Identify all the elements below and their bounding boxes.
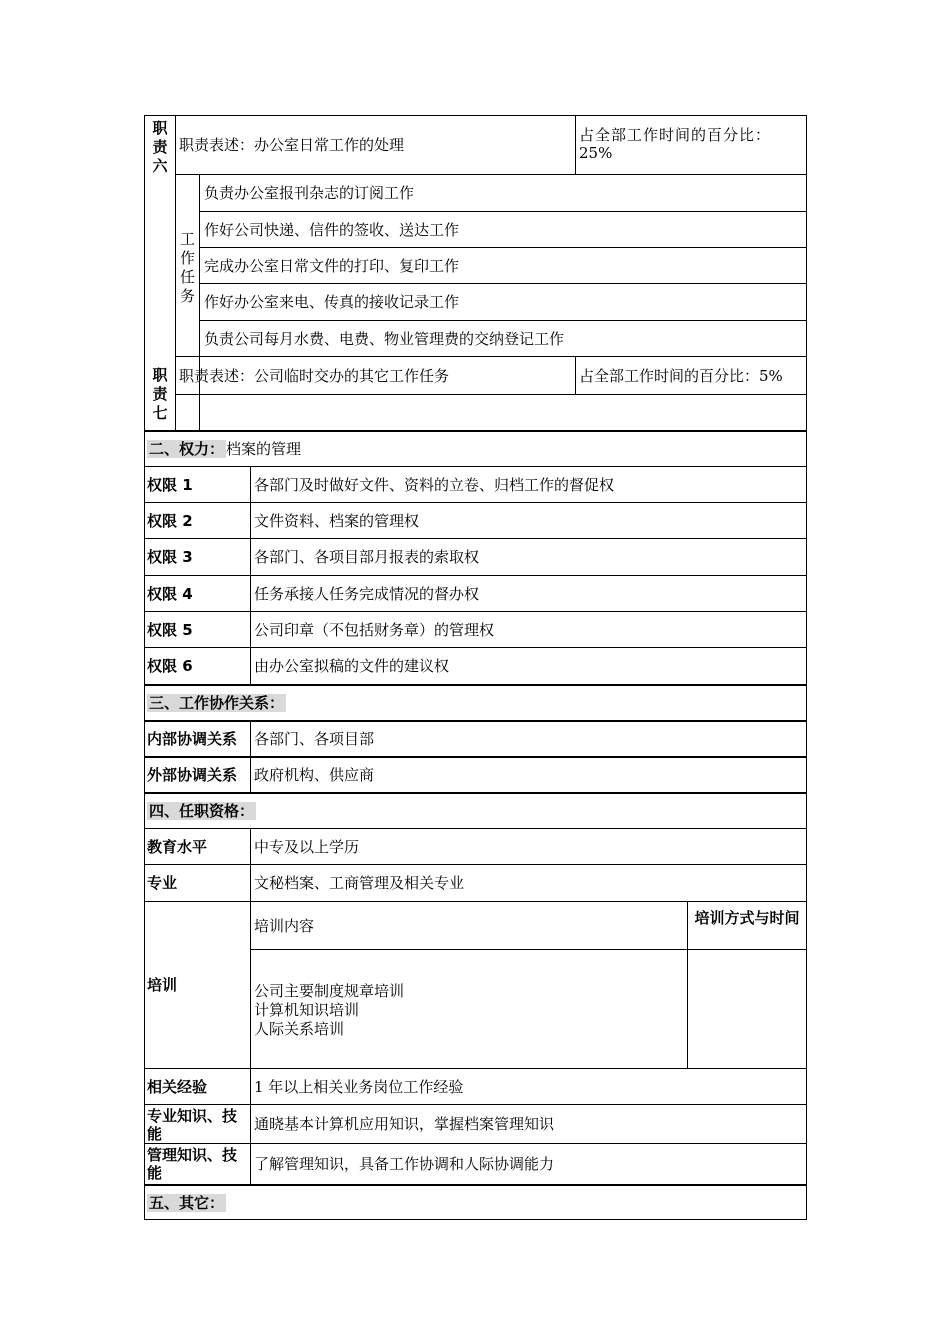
management-label: 管理知识、技能 (147, 1146, 238, 1182)
job-description-table (144, 115, 807, 1220)
experience-value: 1 年以上相关业务岗位工作经验 (254, 1077, 464, 1096)
duty6-percentage-value: 25% (579, 144, 613, 162)
management-value: 了解管理知识，具备工作协调和人际协调能力 (254, 1155, 555, 1173)
power-value: 由办公室拟稿的文件的建议权 (254, 657, 450, 675)
training-item: 公司主要制度规章培训 (254, 982, 405, 1000)
education-label: 教育水平 (147, 837, 208, 856)
relation-label: 外部协调关系 (147, 766, 238, 784)
other-heading (147, 1186, 226, 1219)
duty6-percentage (579, 126, 805, 162)
power-value: 各部门、各项目部月报表的索取权 (254, 548, 480, 566)
major-value: 文秘档案、工商管理及相关专业 (254, 874, 465, 892)
duty6-label: 职责六 (152, 119, 168, 175)
relations-heading-title: 三、工作协作关系： (149, 694, 285, 712)
qualifications-heading (147, 794, 256, 828)
education-value: 中专及以上学历 (254, 837, 360, 856)
duty6-description: 职责表述：办公室日常工作的处理 (179, 136, 405, 154)
relation-label: 内部协调关系 (147, 730, 238, 748)
duty7-description: 职责表述：公司临时交办的其它工作任务 (179, 366, 450, 385)
duty7-label: 职责七 (152, 366, 168, 422)
task-item: 作好办公室来电、传真的接收记录工作 (204, 293, 460, 311)
knowledge-value: 通晓基本计算机应用知识，掌握档案管理知识 (254, 1115, 555, 1133)
qualifications-heading-title: 四、任职资格： (149, 802, 255, 820)
training-content-header: 培训内容 (254, 916, 315, 935)
power-label: 权限 3 (147, 548, 193, 566)
experience-label: 相关经验 (147, 1077, 208, 1096)
other-heading-title: 五、其它： (149, 1193, 225, 1212)
power-label: 权限 2 (147, 511, 193, 530)
power-value: 公司印章（不包括财务章）的管理权 (254, 620, 495, 639)
power-label: 权限 6 (147, 657, 193, 675)
task-item: 作好公司快递、信件的签收、送达工作 (204, 220, 460, 239)
knowledge-label: 专业知识、技能 (147, 1107, 238, 1143)
power-label: 权限 4 (147, 584, 193, 603)
task-item: 负责公司每月水费、电费、物业管理费的交纳登记工作 (204, 329, 565, 348)
task-item: 完成办公室日常文件的打印、复印工作 (204, 256, 460, 275)
power-value: 文件资料、档案的管理权 (254, 511, 420, 530)
power-label: 权限 1 (147, 475, 193, 494)
relation-value: 各部门、各项目部 (254, 730, 375, 748)
relations-heading (147, 686, 286, 720)
power-label: 权限 5 (147, 620, 193, 639)
job-description-page (144, 115, 807, 1220)
training-item: 人际关系培训 (254, 1020, 345, 1038)
duty7-percentage: 占全部工作时间的百分比：5% (579, 366, 783, 385)
training-method-header: 培训方式与时间 (694, 909, 800, 927)
power-heading-note: 档案的管理 (226, 440, 302, 458)
relation-value: 政府机构、供应商 (254, 766, 375, 784)
power-value: 任务承接人任务完成情况的督办权 (254, 584, 480, 603)
duty6-percentage-label: 占全部工作时间的百分比： (579, 126, 772, 144)
training-label: 培训 (147, 976, 178, 994)
training-item: 计算机知识培训 (254, 1001, 360, 1019)
major-label: 专业 (147, 874, 178, 892)
work-tasks-label: 工作任务 (179, 230, 195, 305)
task-item: 负责办公室报刊杂志的订阅工作 (204, 184, 415, 202)
power-heading (147, 432, 301, 466)
power-value: 各部门及时做好文件、资料的立卷、归档工作的督促权 (254, 475, 615, 494)
training-items (254, 982, 404, 1039)
power-heading-title: 二、权力： (149, 440, 225, 458)
